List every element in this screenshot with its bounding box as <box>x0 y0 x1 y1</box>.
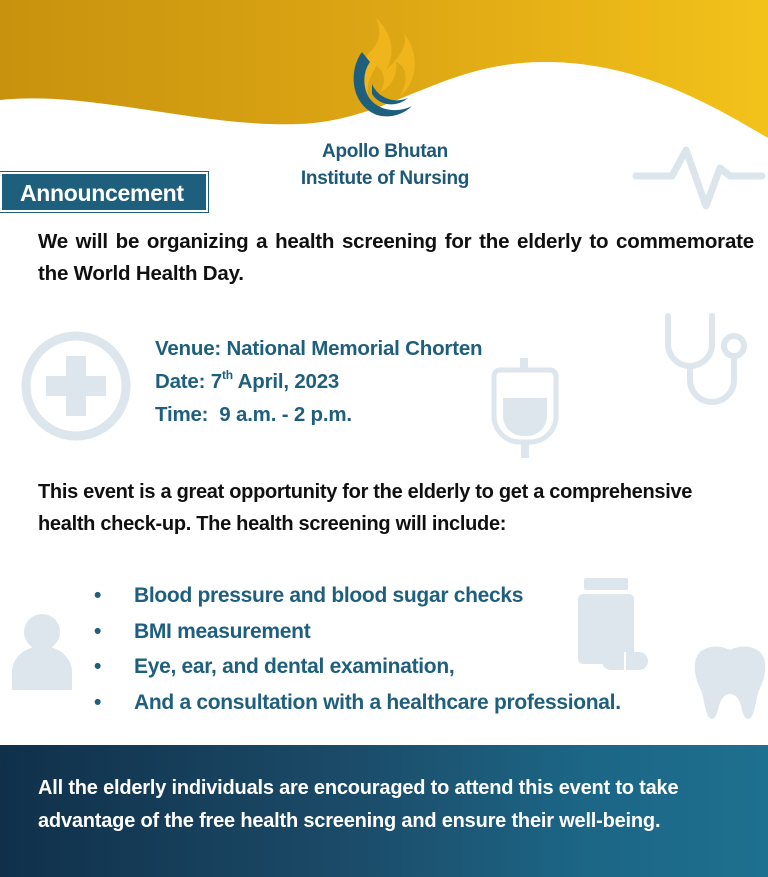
list-item <box>94 685 621 721</box>
heartbeat-icon <box>636 150 762 206</box>
organization-name <box>280 138 490 192</box>
apollo-flame-logo <box>346 14 424 126</box>
organization-line-1: Apollo Bhutan <box>322 141 448 162</box>
date-suffix: April, 2023 <box>232 370 340 393</box>
list-item-text: Eye, ear, and dental examination, <box>134 655 455 678</box>
list-item-text: Blood pressure and blood sugar checks <box>134 584 524 607</box>
screening-list <box>94 578 621 720</box>
venue-line: Venue: National Memorial Chorten <box>155 337 483 360</box>
bullet: • <box>94 655 102 678</box>
event-details <box>155 332 482 431</box>
iv-bag-icon <box>494 358 556 458</box>
footer-message: All the elderly individuals are encouraged to attend this event to take advantage of the free health screening and ensure their well-being. <box>38 777 679 832</box>
tooth-icon <box>695 647 766 719</box>
medical-cross-icon <box>26 336 126 436</box>
time-line: Time: 9 a.m. - 2 p.m. <box>155 403 352 426</box>
date-line <box>155 365 482 398</box>
doctor-icon <box>12 614 72 690</box>
announcement-badge: Announcement <box>0 172 208 212</box>
stethoscope-icon <box>668 316 744 402</box>
list-item <box>94 578 621 614</box>
list-item-text: And a consultation with a healthcare professional. <box>134 690 621 714</box>
body-paragraph: This event is a great opportunity for the elderly to get a comprehensive health check-up. The health screening will include: <box>38 481 693 535</box>
bullet: • <box>94 619 102 643</box>
list-item-text: BMI measurement <box>134 619 311 643</box>
organization-line-2: Institute of Nursing <box>300 168 470 189</box>
date-ordinal: th <box>221 368 233 382</box>
list-item <box>94 649 621 685</box>
list-item <box>94 614 621 650</box>
bullet: • <box>94 584 102 607</box>
intro-paragraph: We will be organizing a health screening for the elderly to commemorate the World Health Day. <box>38 230 754 285</box>
bullet: • <box>94 690 102 714</box>
date-prefix: Date: 7 <box>155 370 222 393</box>
